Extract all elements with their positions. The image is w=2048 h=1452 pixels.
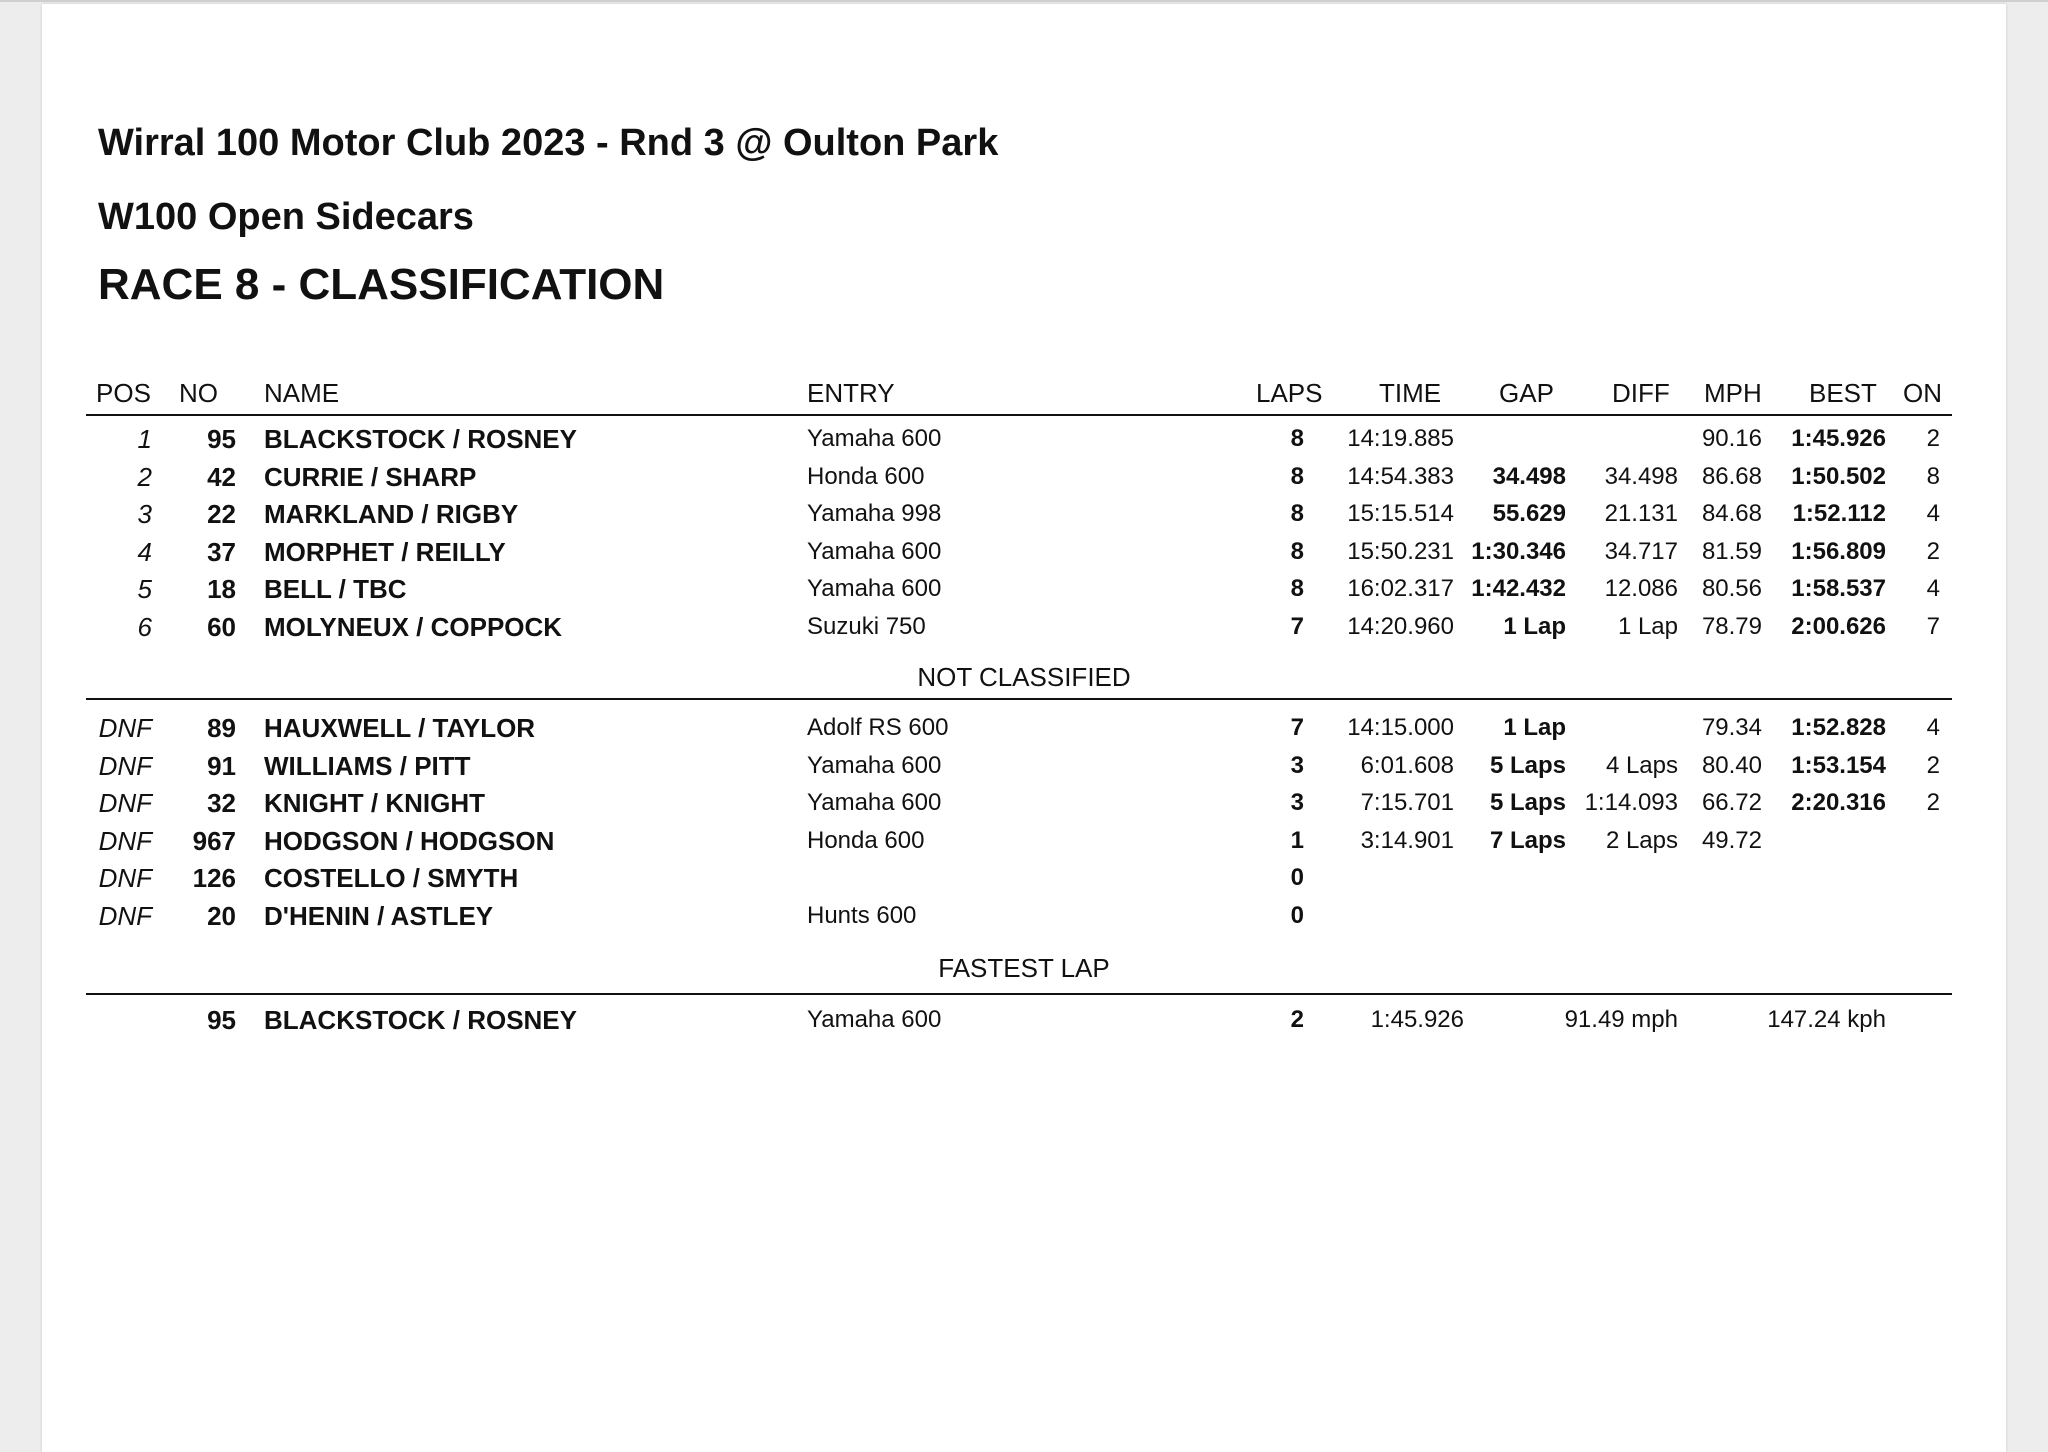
col-name: NAME [264, 378, 340, 408]
cell-diff: 1 Lap [1617, 613, 1678, 640]
cell-mph: 49.72 [1701, 826, 1762, 854]
cell-no: 42 [207, 461, 236, 492]
cell-diff: 4 Laps [1605, 751, 1678, 779]
cell-laps: 0 [1290, 864, 1304, 892]
cell-entry: Hunts 600 [807, 902, 917, 929]
cell-no: 32 [207, 788, 236, 819]
cell-time: 14:15.000 [1347, 714, 1454, 741]
fastest-lap-heading: FASTEST LAP [938, 953, 1110, 983]
cell-name: WILLIAMS / PITT [264, 750, 471, 781]
cell-name: COSTELLO / SMYTH [264, 863, 519, 894]
cell-best: 1:53.154 [1791, 751, 1886, 779]
cell-pos: DNF [98, 825, 152, 856]
table-header [0, 374, 2048, 412]
not-classified-rule [86, 698, 1952, 700]
table-row [0, 608, 2048, 646]
cell-best: 1:50.502 [1791, 462, 1886, 490]
cell-no: 37 [207, 536, 236, 567]
cell-on: 4 [1926, 500, 1940, 528]
cell-diff: 21.131 [1604, 500, 1678, 528]
cell-on: 7 [1926, 613, 1940, 640]
cell-best: 1:52.828 [1791, 714, 1886, 741]
cell-gap: 1:30.346 [1471, 537, 1566, 565]
cell-gap: 1:42.432 [1471, 575, 1566, 603]
table-row [0, 495, 2048, 533]
cell-name: BELL / TBC [264, 574, 407, 605]
race-title: RACE 8 - CLASSIFICATION [98, 260, 665, 309]
cell-mph: 90.16 [1701, 425, 1762, 452]
cell-on: 4 [1926, 575, 1940, 603]
cell-best: 1:56.809 [1791, 537, 1886, 565]
cell-no: 126 [192, 863, 236, 894]
table-row [0, 570, 2048, 608]
fastest-kph: 147.24 kph [1767, 1006, 1886, 1033]
cell-pos: DNF [98, 901, 152, 931]
cell-laps: 8 [1290, 500, 1304, 528]
col-laps: LAPS [1256, 378, 1323, 408]
cell-no: 18 [207, 574, 236, 605]
cell-laps: 1 [1290, 826, 1304, 854]
fastest-time: 1:45.926 [1370, 1006, 1464, 1033]
event-title: Wirral 100 Motor Club 2023 - Rnd 3 @ Oulton Park [98, 122, 999, 164]
cell-entry: Yamaha 998 [807, 500, 942, 528]
table-row [0, 784, 2048, 822]
cell-time: 14:54.383 [1347, 462, 1454, 490]
fastest-lap-row [0, 1001, 2048, 1039]
cell-name: MORPHET / REILLY [264, 536, 506, 567]
cell-laps: 3 [1290, 751, 1304, 779]
cell-mph: 84.68 [1701, 500, 1762, 528]
cell-diff: 1:14.093 [1584, 789, 1678, 817]
cell-diff: 34.498 [1604, 462, 1678, 490]
cell-no: 967 [192, 825, 236, 856]
cell-pos: DNF [98, 713, 152, 743]
cell-best: 1:45.926 [1791, 425, 1886, 452]
cell-diff: 34.717 [1604, 537, 1678, 565]
cell-name: MARKLAND / RIGBY [264, 499, 519, 530]
cell-entry: Suzuki 750 [807, 613, 926, 640]
cell-time: 15:50.231 [1347, 537, 1454, 565]
cell-laps: 7 [1290, 714, 1304, 741]
cell-pos: 4 [137, 536, 152, 567]
table-row [0, 897, 2048, 935]
cell-name: HODGSON / HODGSON [264, 825, 555, 856]
table-row [0, 533, 2048, 571]
cell-time: 14:19.885 [1347, 425, 1454, 452]
cell-mph: 79.34 [1701, 714, 1762, 741]
cell-best: 1:52.112 [1792, 500, 1886, 528]
fastest-entry: Yamaha 600 [807, 1006, 942, 1033]
cell-entry: Yamaha 600 [807, 537, 942, 565]
cell-entry: Yamaha 600 [807, 789, 942, 817]
col-no: NO [179, 378, 218, 408]
cell-pos: 1 [137, 424, 152, 454]
cell-gap: 1 Lap [1503, 714, 1566, 741]
cell-entry: Yamaha 600 [807, 575, 942, 603]
cell-no: 20 [207, 901, 236, 931]
cell-entry: Yamaha 600 [807, 751, 942, 779]
cell-laps: 7 [1290, 613, 1304, 640]
cell-gap: 5 Laps [1489, 751, 1566, 779]
cell-entry: Adolf RS 600 [807, 714, 949, 741]
cell-mph: 66.72 [1701, 789, 1762, 817]
cell-laps: 8 [1290, 537, 1304, 565]
cell-laps: 8 [1290, 462, 1304, 490]
cell-pos: DNF [98, 863, 152, 894]
cell-pos: 2 [137, 461, 152, 492]
col-best: BEST [1809, 378, 1877, 408]
cell-time: 16:02.317 [1347, 575, 1454, 603]
cell-mph: 81.59 [1701, 537, 1762, 565]
cell-name: MOLYNEUX / COPPOCK [264, 612, 563, 642]
cell-gap: 7 Laps [1489, 826, 1566, 854]
col-mph: MPH [1704, 378, 1762, 408]
col-pos: POS [96, 378, 151, 408]
not-classified-heading: NOT CLASSIFIED [917, 662, 1131, 692]
col-gap: GAP [1499, 378, 1554, 408]
table-row [0, 859, 2048, 897]
fastest-lap-rule [86, 993, 1952, 995]
cell-on: 2 [1926, 751, 1940, 779]
cell-on: 8 [1926, 462, 1940, 490]
cell-time: 3:14.901 [1360, 826, 1454, 854]
cell-on: 2 [1926, 789, 1940, 817]
cell-gap: 1 Lap [1503, 613, 1566, 640]
cell-no: 89 [207, 713, 236, 743]
cell-time: 14:20.960 [1347, 613, 1454, 640]
cell-pos: 6 [137, 612, 152, 642]
cell-mph: 80.56 [1701, 575, 1762, 603]
cell-laps: 8 [1290, 575, 1304, 603]
cell-time: 7:15.701 [1360, 789, 1454, 817]
cell-pos: DNF [98, 788, 152, 819]
cell-diff: 12.086 [1604, 575, 1678, 603]
table-row [0, 747, 2048, 785]
cell-time: 6:01.608 [1360, 751, 1454, 779]
cell-pos: 3 [137, 499, 152, 530]
cell-pos: DNF [98, 750, 152, 781]
cell-entry: Yamaha 600 [807, 425, 942, 452]
cell-name: CURRIE / SHARP [264, 461, 477, 492]
cell-time: 15:15.514 [1347, 500, 1454, 528]
cell-best: 2:20.316 [1791, 789, 1886, 817]
fastest-no: 95 [207, 1005, 236, 1035]
top-edge-line [0, 0, 2048, 2]
cell-laps: 0 [1290, 902, 1304, 929]
cell-name: KNIGHT / KNIGHT [264, 788, 485, 819]
cell-mph: 80.40 [1701, 751, 1762, 779]
table-row [0, 709, 2048, 747]
cell-entry: Honda 600 [807, 462, 925, 490]
col-time: TIME [1379, 378, 1442, 408]
cell-entry: Honda 600 [807, 826, 925, 854]
cell-on: 2 [1926, 425, 1940, 452]
cell-gap: 34.498 [1492, 462, 1566, 490]
fastest-lap-number: 2 [1290, 1006, 1304, 1033]
cell-no: 60 [207, 612, 236, 642]
cell-laps: 3 [1290, 789, 1304, 817]
cell-on: 2 [1926, 537, 1940, 565]
col-diff: DIFF [1612, 378, 1670, 408]
cell-no: 91 [207, 750, 236, 781]
header-rule [86, 414, 1952, 416]
cell-mph: 86.68 [1701, 462, 1762, 490]
cell-pos: 5 [137, 574, 152, 605]
cell-name: D'HENIN / ASTLEY [264, 901, 494, 931]
cell-best: 2:00.626 [1791, 613, 1886, 640]
cell-gap: 55.629 [1492, 500, 1566, 528]
cell-name: BLACKSTOCK / ROSNEY [264, 424, 577, 454]
cell-diff: 2 Laps [1605, 826, 1678, 854]
cell-best: 1:58.537 [1791, 575, 1886, 603]
cell-name: HAUXWELL / TAYLOR [264, 713, 536, 743]
table-row [0, 822, 2048, 860]
cell-mph: 78.79 [1701, 613, 1762, 640]
cell-gap: 5 Laps [1489, 789, 1566, 817]
cell-on: 4 [1926, 714, 1940, 741]
cell-no: 95 [207, 424, 236, 454]
table-row [0, 458, 2048, 496]
class-title: W100 Open Sidecars [98, 196, 474, 238]
cell-no: 22 [207, 499, 236, 530]
fastest-mph: 91.49 mph [1564, 1006, 1678, 1033]
fastest-name: BLACKSTOCK / ROSNEY [264, 1005, 577, 1035]
cell-laps: 8 [1290, 425, 1304, 452]
table-row [0, 420, 2048, 458]
col-entry: ENTRY [807, 378, 895, 408]
col-on: ON [1903, 378, 1942, 408]
